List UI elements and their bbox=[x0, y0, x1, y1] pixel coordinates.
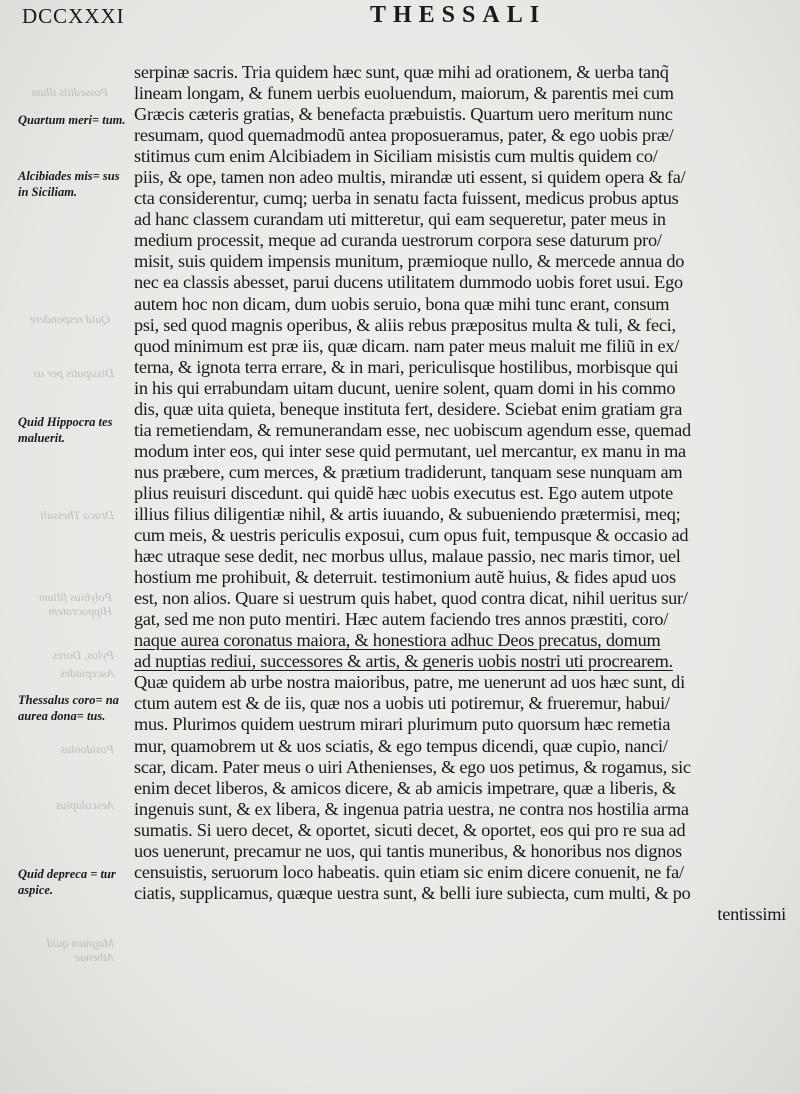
text-line: piis, & ope, tamen non adeo multis, mirandæ uti essent, si quidem opera & fa/ bbox=[134, 167, 686, 188]
text-line: hostium me prohibuit, & deterruit. testimonium autẽ huius, & fides apud uos bbox=[134, 567, 676, 588]
text-line: sumatis. Si uero decet, & oportet, sicuti decet, & oportet, eos qui pro re sua ad bbox=[134, 819, 686, 840]
ghost-note: Dissipatis per us bbox=[33, 366, 114, 380]
text-line: ingenuis sunt, & ex libera, & ingenua patria uestra, ne contra nos hostilia arma bbox=[134, 798, 689, 819]
text-line: misit, suis quidem impensis munitum, præmioque nullo, & mercede annua do bbox=[134, 251, 685, 272]
text-line: serpinæ sacris. Tria quidem hæc sunt, quæ mihi ad orationem, & uerba tanq̃ bbox=[134, 62, 669, 82]
text-line: enim decet liberos, & amicos dicere, & ab amicis impetrare, quæ a liberis, & bbox=[134, 777, 676, 798]
text-line: quod minimum est præ iis, quæ dicam. nam pater meus maluit me filiũ in ex/ bbox=[134, 335, 680, 356]
margin-note: Quid Hippocra tes maluerit. bbox=[18, 415, 113, 445]
text-line: ad hanc classem curandam uti mitteretur, qui eam sequeretur, pater meus in bbox=[134, 209, 666, 230]
text-line: psi, sed quod magnis operibus, & aliis rebus præpositus multa & tuli, & feci, bbox=[134, 314, 676, 335]
text-line: scar, dicam. Pater meus o uiri Athenienses, & ego uos petimus, & rogamus, sic bbox=[134, 756, 691, 777]
text-line: uos uenerunt, precamur ne uos, qui tantis muneribus, & honoribus nos dignos bbox=[134, 840, 682, 861]
margin-note: Quartum meri= tum. bbox=[18, 113, 126, 127]
margin-note: Thessalus coro= na aurea dona= tus. bbox=[18, 693, 119, 723]
ghost-note: Quid respondere bbox=[29, 312, 110, 326]
text-line-underlined: ad nuptias rediui, successores & artis, & generis uobis nostri uti procrearem. bbox=[134, 651, 673, 672]
text-line: gat, sed me non puto mentiri. Hæc autem faciendo tres annos præstiti, coro/ bbox=[134, 609, 669, 630]
ghost-note: Pylos, Dores bbox=[52, 648, 114, 662]
text-line: ciatis, supplicamus, quæque uestra sunt, & belli iure subiecta, cum multi, & po bbox=[134, 882, 691, 903]
text-line: tia remetiendam, & remunerandam esse, nec uobiscum agendum esse, quemad bbox=[134, 419, 691, 440]
ghost-note: Posidonius bbox=[60, 742, 114, 756]
text-line: cta considerentur, cumq; uerba in senatu facta fuissent, medicus probus aptus bbox=[134, 188, 679, 209]
ghost-note: Draco Thessali bbox=[40, 508, 114, 522]
folio-number: DCCXXXI bbox=[22, 4, 125, 28]
ghost-note: Polybius filium Hippocratem bbox=[39, 590, 112, 618]
ghost-note: Aesculapius bbox=[56, 798, 114, 812]
text-line: mur, quamobrem ut & uos sciatis, & ego tempus dicendi, quæ cupio, nanci/ bbox=[134, 735, 668, 756]
main-text-block bbox=[134, 62, 786, 925]
text-line: Græcis cæteris gratias, & benefacta præbuistis. Quartum uero meritum nunc bbox=[134, 104, 673, 125]
text-line: in his qui errabundam uitam ducunt, uenire solent, quam domi in his commo bbox=[134, 377, 676, 398]
running-head: THESSALI bbox=[370, 2, 547, 28]
text-line: dis, quæ uita quieta, beneque instituta fert, desidere. Sciebat enim gratiam gra bbox=[134, 398, 683, 419]
text-line: stitimus cum enim Alcibiadem in Siciliam misistis cum multis quidem co/ bbox=[134, 146, 658, 167]
text-line: mus. Plurimos quidem uestrum mirari plurimum puto quorsum hæc remetia bbox=[134, 714, 671, 735]
margin-note: Quid depreca = tur aspice. bbox=[18, 867, 116, 897]
text-line: cum meis, & uestris periculis exposui, cum opus fuit, tempusque & occasio ad bbox=[134, 525, 689, 546]
text-line-underlined: naque aurea coronatus maiora, & honestiora adhuc Deos precatus, domum bbox=[134, 630, 661, 651]
text-line: plius reuisuri discedunt. qui quidẽ hæc uobis executus est. Ego autem utpote bbox=[134, 482, 673, 503]
ghost-note: Ascepiades bbox=[60, 666, 114, 680]
text-line: est, non alios. Quare si uestrum quis habet, quod contra dicat, nihil ueritus sur/ bbox=[134, 588, 688, 609]
text-line: illius filius diligentiæ nihil, & artis iuuando, & subueniendo prætermisi, meq; bbox=[134, 503, 681, 524]
text-line: medium processit, meque ad curanda uestrorum corpora sese daturum pro/ bbox=[134, 230, 662, 251]
text-line: Quæ quidem ab urbe nostra maioribus, patre, me uenerunt ad uos hæc sunt, di bbox=[134, 672, 685, 693]
text-line: censuistis, seruorum loco habeatis. quin etiam sic enim dicere conuenit, ne fa/ bbox=[134, 861, 684, 882]
text-line: nus præbere, cum merces, & prætium tradiderunt, tanquam sese nunquam am bbox=[134, 461, 683, 482]
text-line: nec ea classis abesset, parui ducens utilitatem dummodo uobis foret usui. Ego bbox=[134, 272, 683, 293]
text-line: resumam, quod quemadmodũ antea proposueramus, pater, & ego uobis præ/ bbox=[134, 125, 674, 146]
catchword: tentissimi bbox=[717, 903, 786, 924]
ghost-note: Magnum quid Athenae bbox=[47, 936, 114, 964]
text-line: modum inter eos, qui inter sese quid permutant, uel mercantur, ex manu in ma bbox=[134, 440, 686, 461]
text-line: lineam longam, & funem uerbis euoluendum, maiorum, & parentis mei cum bbox=[134, 83, 674, 104]
text-line: hæc utraque sese dedit, nec morbus ullus, malaue passio, nec maris timor, uel bbox=[134, 546, 681, 567]
margin-note: Alcibiades mis= sus in Siciliam. bbox=[18, 169, 120, 199]
text-line: ctum autem est & de iis, quæ nos a uobis uti potiremur, & frueremur, habui/ bbox=[134, 693, 670, 714]
ghost-note: Posseditis illum bbox=[31, 85, 108, 99]
text-line: autem hoc non dicam, dum uobis seruio, bona quæ mihi tunc erant, consum bbox=[134, 293, 670, 314]
text-line: terna, & ignota terra errare, & in mari, periculisque hostilibus, morbisque qui bbox=[134, 356, 679, 377]
